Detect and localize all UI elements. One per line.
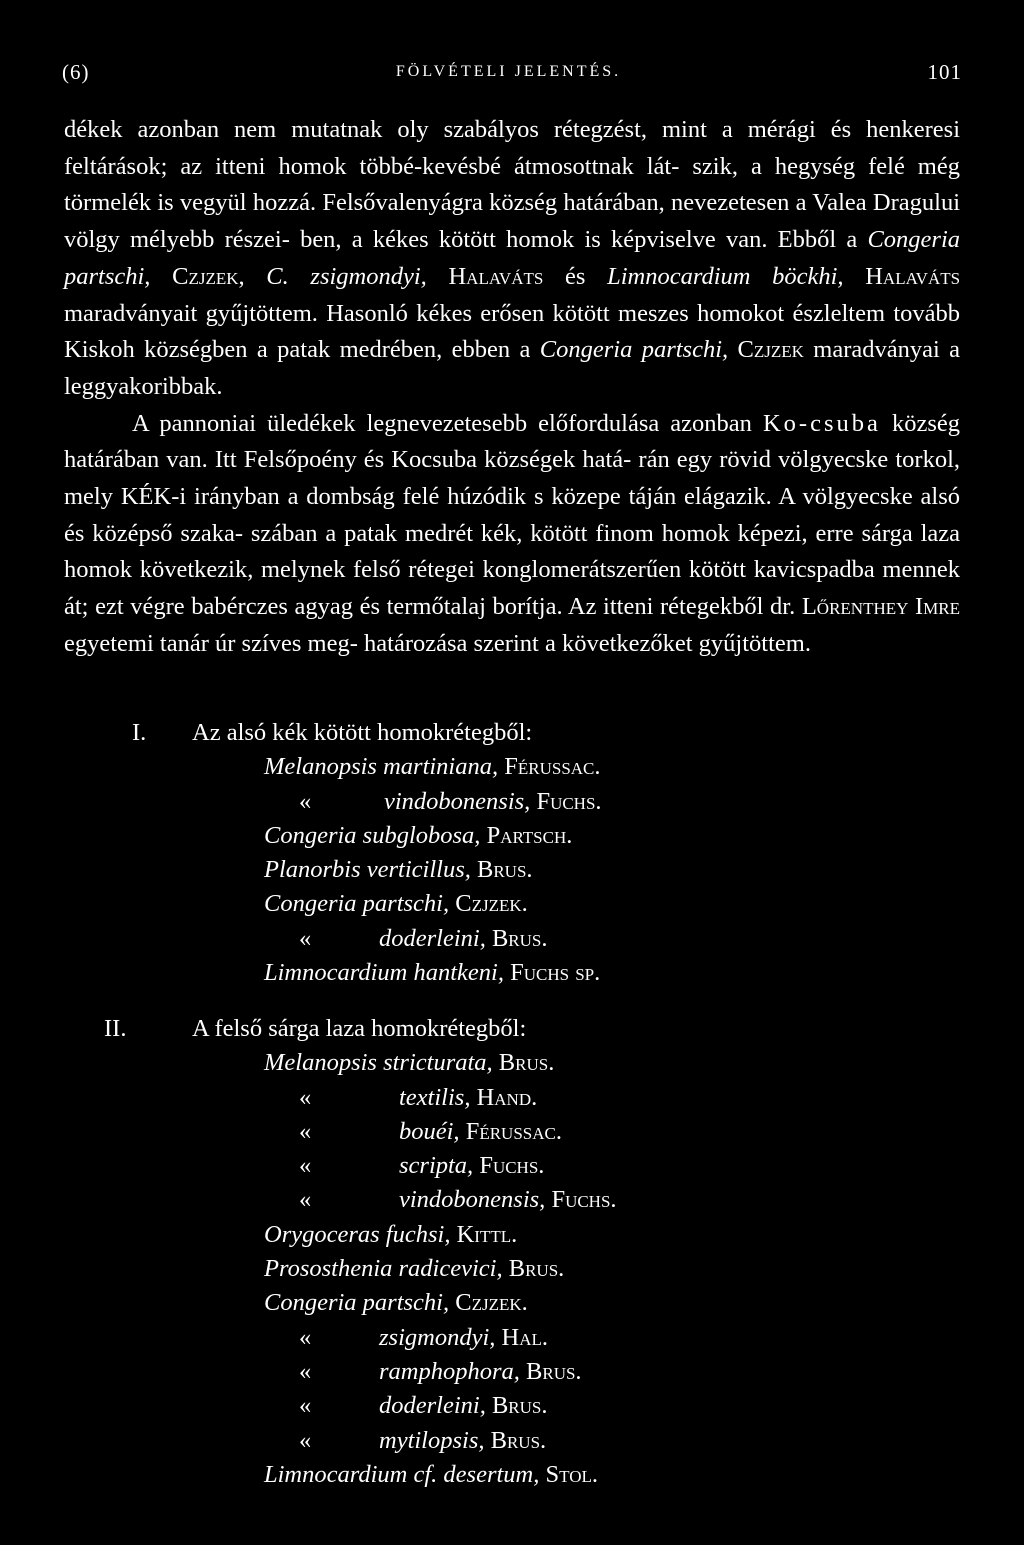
text-line: maradványai a leggyakoribbak. — [64, 336, 961, 400]
author-name: Brus. — [498, 1049, 555, 1077]
taxon-name: partschi, — [641, 336, 729, 364]
species-entry — [64, 1218, 964, 1252]
species-list-1 — [64, 716, 964, 990]
author-name: Férussac. — [465, 1117, 562, 1145]
text-line: egyetemi tanár úr szíves meg- — [64, 629, 358, 657]
taxon-name: Congeria — [539, 336, 633, 364]
author-name: Lőrenthey Imre — [801, 593, 961, 621]
author-name: Brus. — [490, 1426, 547, 1454]
author-name: Brus. — [526, 1357, 582, 1385]
taxon-name: scripta, — [399, 1152, 474, 1180]
section-title: Az alsó kék kötött homokrétegből: — [192, 719, 533, 746]
species-entries — [64, 1046, 964, 1492]
species-entry — [64, 1355, 964, 1389]
species-entry — [64, 922, 964, 956]
text-line: község határában van. Itt Felsőpoény és Kocsuba községek hatá- — [64, 409, 960, 474]
paragraph-2 — [64, 406, 960, 663]
ditto-mark: « — [299, 787, 312, 815]
text-line: község határában, nevezetesen a Valea Dragului völgy mélyebb részei- — [64, 189, 961, 254]
author-name: Fuchs. — [536, 787, 602, 815]
taxon-name: Congeria subglobosa, — [264, 821, 481, 849]
taxon-name: Limnocardium cf. desertum, — [264, 1460, 540, 1488]
species-entry — [64, 1424, 964, 1458]
taxon-name: Congeria partschi, — [264, 1289, 450, 1317]
ditto-mark: « — [299, 924, 312, 952]
text-line: észleltem tovább Kiskoh községben a patak medrében, ebben a — [64, 299, 960, 364]
text-line: dékek azonban nem mutatnak oly szabályos rétegzést, mint a mérági — [64, 116, 816, 143]
species-entry — [64, 1149, 964, 1183]
species-entry — [64, 1458, 964, 1492]
spaced-word: Ko- — [762, 409, 811, 437]
author-name: Kittl. — [456, 1220, 518, 1248]
taxon-name: doderleini, — [379, 1392, 486, 1420]
page-number: 101 — [927, 59, 962, 84]
ditto-mark: « — [299, 1323, 312, 1351]
author-name: Brus. — [491, 1392, 548, 1420]
taxon-name: Orygoceras fuchsi, — [264, 1220, 451, 1248]
species-entry — [64, 1389, 964, 1423]
taxon-name: Melanopsis martiniana, — [264, 753, 499, 781]
species-entry — [64, 1321, 964, 1355]
species-entries — [64, 750, 964, 990]
text-line: rán egy rövid völgyecske torkol, mely KÉK-i irányban a dombság felé — [64, 446, 961, 511]
author-name: Hal. — [501, 1323, 548, 1351]
species-entry — [64, 750, 964, 784]
author-name: Hand. — [476, 1083, 538, 1111]
species-entry — [64, 1286, 964, 1320]
taxon-name: vindobonensis, — [399, 1186, 546, 1214]
taxon-name: ramphophora, — [379, 1357, 520, 1385]
author-name: Férussac. — [504, 753, 601, 781]
author-name: Fuchs. — [551, 1186, 617, 1214]
text-line: szik, a hegység felé még törmelék is vegyül hozzá. Felsővalenyágra — [64, 152, 960, 217]
taxon-name: doderleini, — [379, 924, 486, 952]
text-line: maradványait gyűjtöttem. Hasonló kékes erősen kötött meszes homokot — [64, 299, 785, 327]
author-name: Fuchs sp. — [510, 959, 601, 987]
ditto-mark: « — [299, 1186, 312, 1214]
taxon-name: zsigmondyi, — [379, 1323, 496, 1351]
section-number: I. — [132, 719, 147, 746]
spaced-word: csuba — [810, 409, 881, 437]
section-heading — [64, 1012, 964, 1046]
section-heading — [64, 716, 964, 750]
ditto-mark: « — [299, 1083, 312, 1111]
author-name: Brus. — [508, 1255, 565, 1283]
taxon-name: Prososthenia radicevici, — [264, 1255, 503, 1283]
text-line: és henkeresi feltárások; az itteni homok többé-kevésbé átmosottnak lát- — [64, 116, 961, 180]
taxon-name: Congeria partschi, — [64, 226, 961, 290]
ditto-mark: « — [299, 1152, 312, 1180]
author-name: Czjzek — [172, 262, 239, 290]
species-list-2 — [64, 1012, 964, 1492]
author-name: Czjzek. — [455, 1289, 528, 1317]
taxon-name: Congeria partschi, — [264, 890, 450, 918]
ditto-mark: « — [299, 1357, 312, 1385]
species-entry — [64, 956, 964, 990]
ditto-mark: « — [299, 1117, 312, 1145]
text-line: A pannoniai üledékek legnevezetesebb előfordulása azonban — [132, 409, 752, 437]
section-number: II. — [104, 1015, 127, 1042]
author-name: Partsch. — [486, 821, 573, 849]
running-title: FÖLVÉTELI JELENTÉS. — [395, 63, 622, 80]
taxon-name: Melanopsis stricturata, — [264, 1049, 493, 1077]
taxon-name: vindobonensis, — [384, 787, 531, 815]
ditto-mark: « — [299, 1392, 312, 1420]
author-name: Czjzek. — [455, 890, 528, 918]
taxon-name: textilis, — [399, 1083, 471, 1111]
species-entry — [64, 1115, 964, 1149]
section-marker: (6) — [62, 59, 90, 84]
text-connector: és — [565, 262, 586, 290]
author-name: Fuchs. — [479, 1152, 545, 1180]
ditto-mark: « — [299, 1426, 312, 1454]
page-header — [62, 58, 962, 86]
author-name: Brus. — [477, 856, 533, 884]
author-name: Halaváts — [448, 262, 544, 290]
author-name: Halaváts — [865, 262, 961, 290]
species-entry — [64, 1252, 964, 1286]
species-entry — [64, 1183, 964, 1217]
author-name: Stol. — [545, 1460, 598, 1488]
taxon-name: C. zsigmondyi, — [266, 262, 427, 290]
species-entry — [64, 853, 964, 887]
text-line: homok következik, melynek felső rétegei konglomerátszerűen kötött — [64, 556, 747, 584]
taxon-name: bouéi, — [399, 1117, 460, 1145]
text-line: ben, a kékes kötött homok is képviselve van. Ebből a — [300, 226, 858, 254]
paragraph-1: dékek azonban nem mutatnak oly szabályos rétegzést, mint a mérági és henkeresi feltárások; az itteni homok többé-kevésbé átmosottnak lát- szik, a hegység felé még törmelék is vegyül hozzá. Felsővalenyágra község határában, nevezetesen a Valea Dragului völgy mélyebb részei- ben, a kékes kötött homok is képviselve van. Ebből a Congeria partschi, Czjzek, C. zsigmondyi, Halaváts és Limnocardium böckhi, Halaváts maradványait gyűjtöttem. Hasonló kékes erősen kötött meszes homokot észleltem tovább Kiskoh községben a patak medrében, ebben a Congeria partschi, Czjzek maradványai a leggyakoribbak. — [64, 116, 961, 400]
section-title: A felső sárga laza homokrétegből: — [192, 1015, 527, 1042]
text-line: húzódik s közepe táján elágazik. A völgyecske alsó és középső szaka- — [64, 483, 961, 547]
author-name: Czjzek — [737, 336, 804, 364]
species-entry — [64, 785, 964, 819]
taxon-name: Limnocardium böckhi, — [607, 262, 844, 290]
taxon-name: Limnocardium hantkeni, — [264, 959, 504, 987]
taxon-name: mytilopsis, — [379, 1426, 485, 1454]
species-entry — [64, 819, 964, 853]
species-entry — [64, 1046, 964, 1080]
body-text — [64, 112, 960, 663]
text-line: szában a patak medrét kék, kötött finom homok képezi, erre sárga laza — [250, 519, 960, 547]
text-line: kavicspadba mennek át; ezt végre babérczes agyag és termőtalaj borítja. — [64, 556, 960, 621]
author-name: Brus. — [491, 924, 548, 952]
species-entry — [64, 887, 964, 921]
text-line: Az itteni rétegekből dr. — [567, 593, 796, 621]
species-entry — [64, 1081, 964, 1115]
text-line: határozása szerint a következőket gyűjtöttem. — [364, 629, 811, 657]
taxon-name: Planorbis verticillus, — [264, 856, 471, 884]
